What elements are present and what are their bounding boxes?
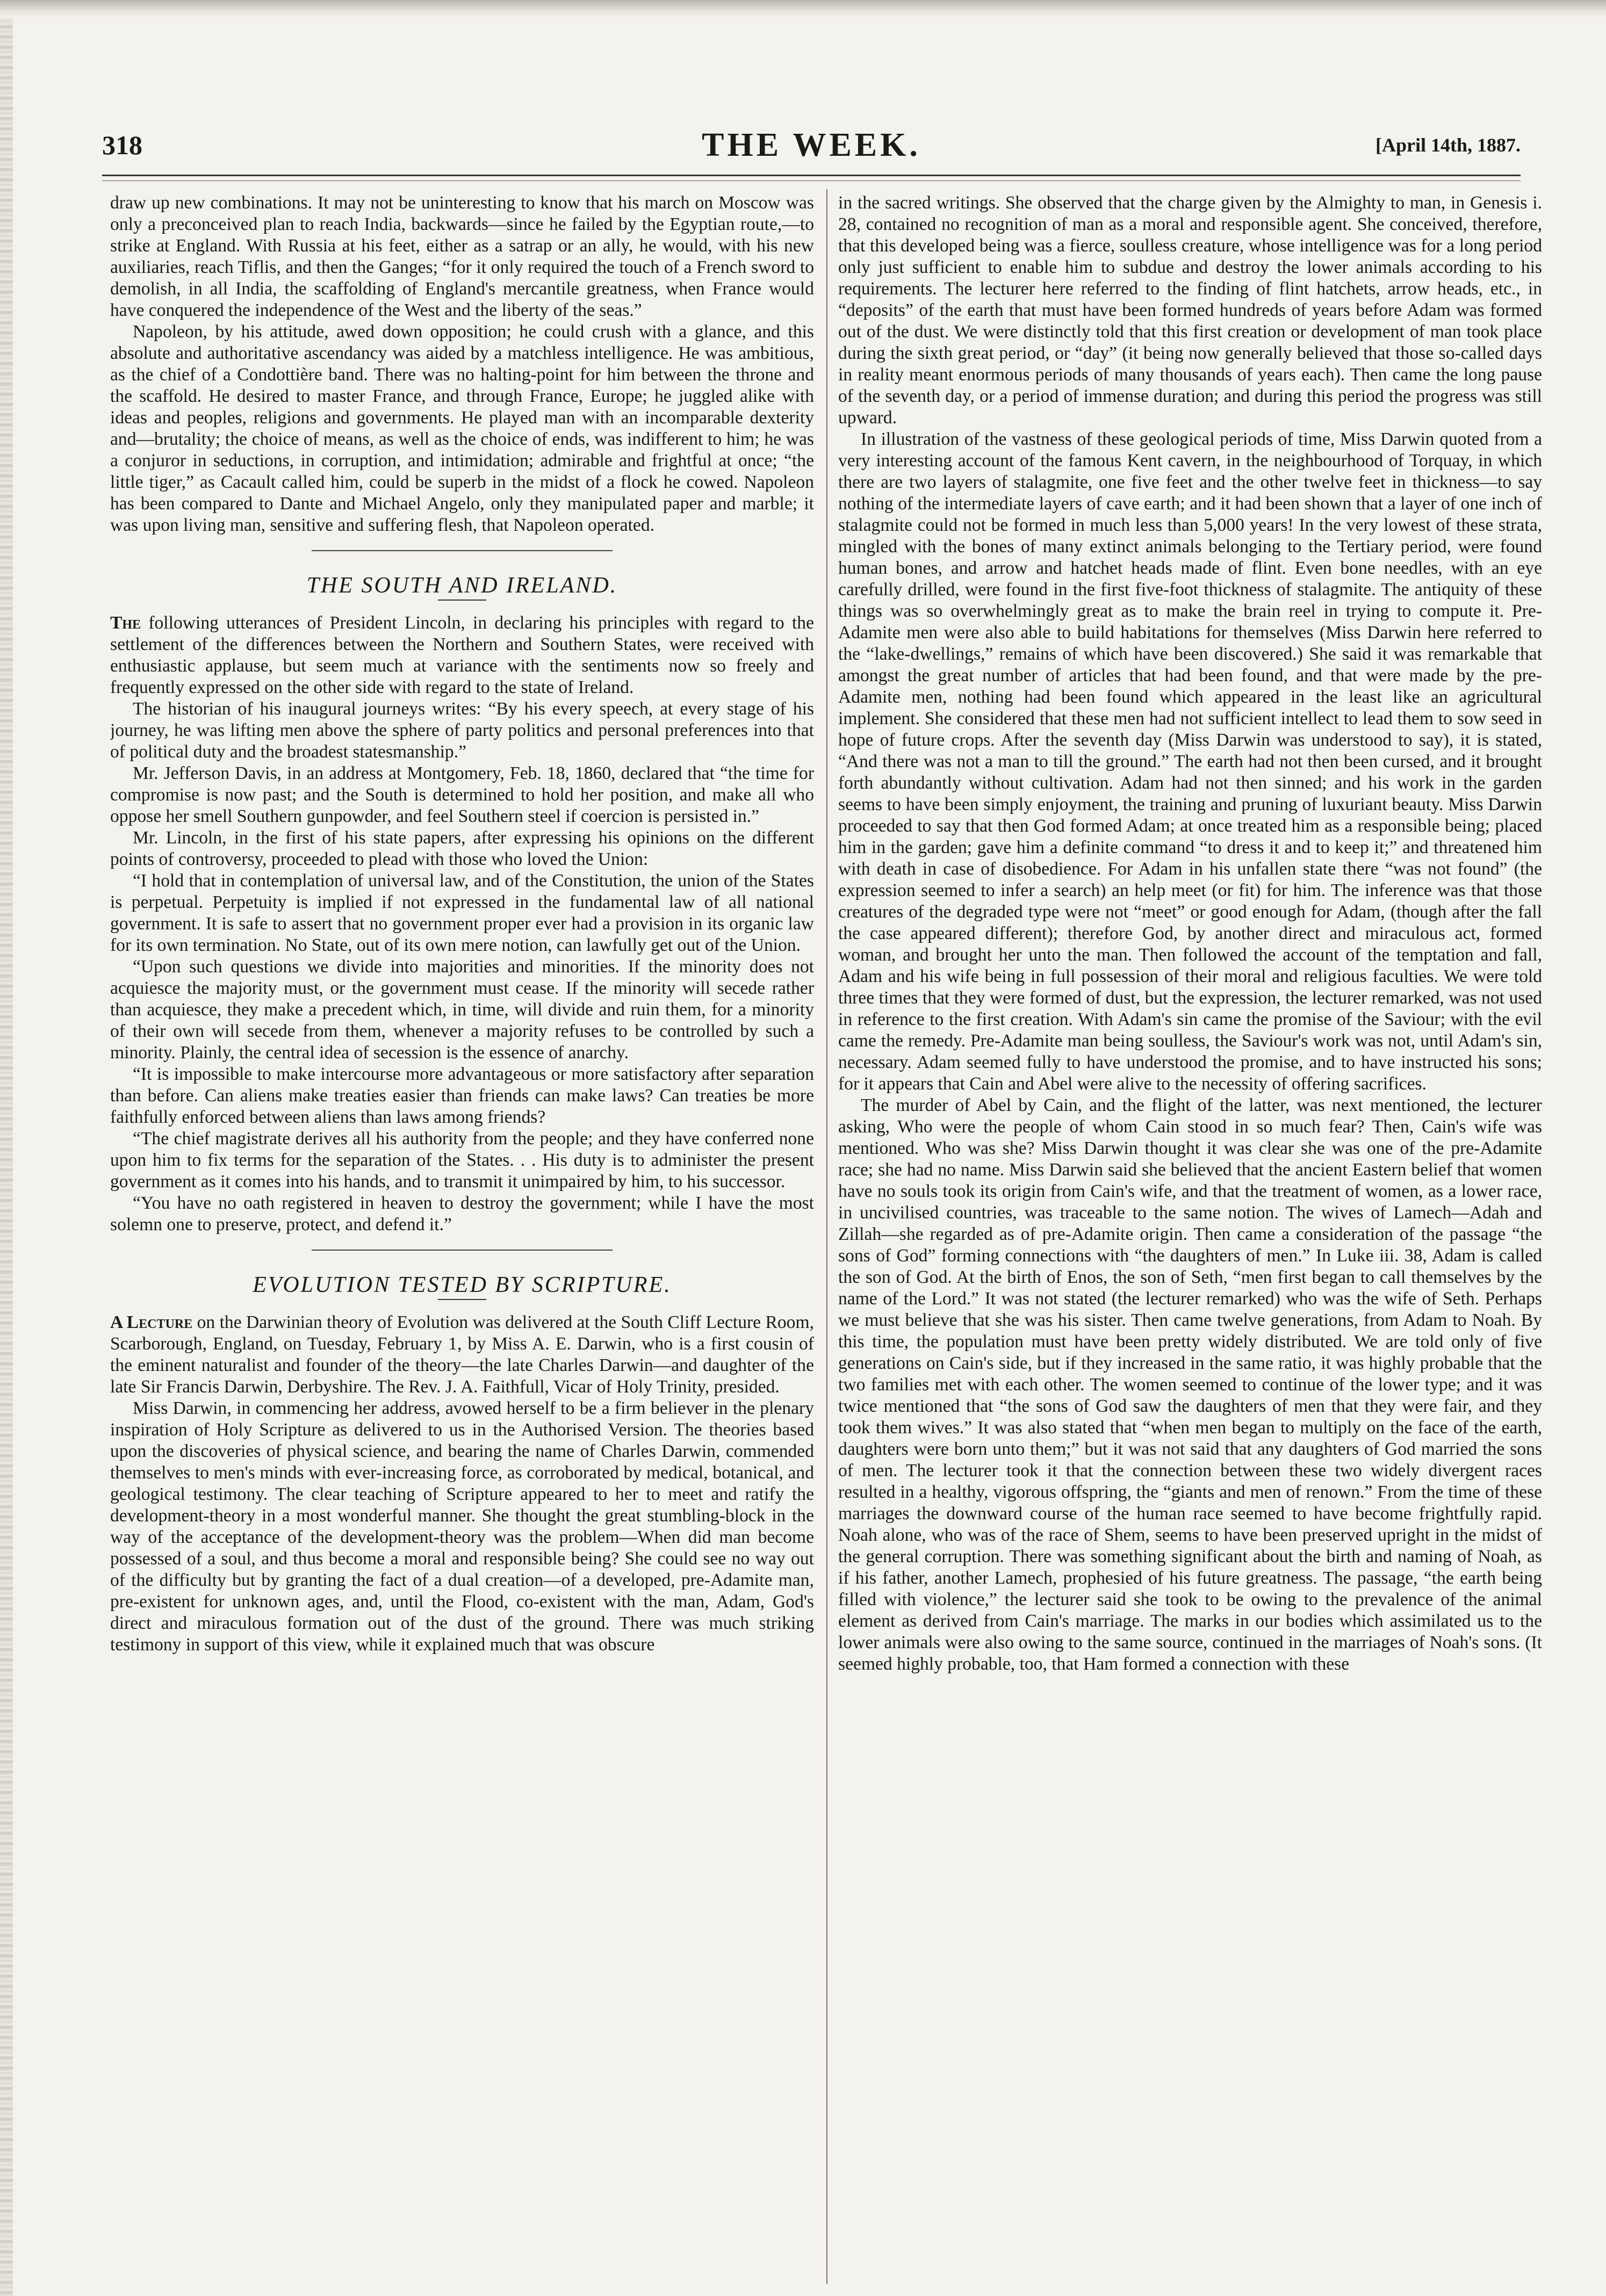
article-paragraph: The historian of his inaugural journeys writes: “By his every speech, at every stage of his journey, he was lifting men above the sphere of party politics and personal preferences into that of political duty and the broadest statesmanship.” [110, 699, 814, 762]
quote-paragraph: “You have no oath registered in heaven to destroy the government; while I have the most solemn one to preserve, protect, and defend it.” [110, 1193, 814, 1234]
column-divider [826, 189, 827, 2284]
article-paragraph: Napoleon, by his attitude, awed down opposition; he could crush with a glance, and this absolute and authoritative ascendancy was aided by a matchless intelligence. He was ambitious, as the chief of a Condottière band. There was no halting-point for him between the throne and the scaffold. He desired to master France, and through France, Europe; he juggled alike with ideas and peoples, religions and governments. He played man with an incomparable dexterity and—brutality; the choice of means, as well as the choice of ends, was indifferent to him; he was a conjuror in seductions, in corruption, and intimidation; admirable and frightful at once; “the little tiger,” as Cacault called him, could be superb in the midst of a flock he cowed. Napoleon has been compared to Dante and Michael Angelo, only they manipulated paper and marble; it was upon living man, sensitive and suffering flesh, that Napoleon operated. [110, 322, 814, 535]
article-paragraph: Mr. Lincoln, in the first of his state papers, after expressing his opinions on the different points of controversy, proceeded to plead with those who loved the Union: [110, 828, 814, 869]
article-paragraph [110, 1312, 814, 1398]
lead-word: A Lecture [110, 1312, 193, 1332]
page-scan-edge [0, 0, 13, 2296]
lead-paragraph-text: following utterances of President Lincoln, in declaring his principles with regard to the settlement of the differences between the Northern and Southern States, were received with enthusiastic applause, but seem much at variance with the sentiments now so freely and frequently expressed on the other side with regard to the state of Ireland. [110, 613, 814, 697]
quote-paragraph: “Upon such questions we divide into majorities and minorities. If the minority does not acquiesce the majority must, or the government must cease. If the minority will secede rather than acquiesce, they make a precedent which, in time, will divide and ruin them, for a minority of their own will secede from them, whenever a majority refuses to be controlled by such a minority. Plainly, the central idea of secession is the essence of anarchy. [110, 957, 814, 1063]
header-rule [102, 175, 1521, 176]
lead-paragraph-text: on the Darwinian theory of Evolution was delivered at the South Cliff Lecture Room, Scarborough, England, on Tuesday, February 1, by Miss A. E. Darwin, who is a first cousin of the eminent naturalist and founder of the theory—the late Charles Darwin—and daughter of the late Sir Francis Darwin, Derbyshire. The Rev. J. A. Faithfull, Vicar of Holy Trinity, presided. [110, 1312, 814, 1397]
lincoln-quote [110, 870, 814, 1236]
article-paragraph: in the sacred writings. She observed that the charge given by the Almighty to man, in Genesis i. 28, contained no recognition of man as a moral and responsible agent. She conceived, therefore, that this developed being was a fierce, soulless creature, whose intelligence was for a long period only just sufficient to enable him to subdue and destroy the lower animals according to his requirements. The lecturer here referred to the finding of flint hatchets, arrow heads, etc., in “deposits” of the earth that must have been formed hundreds of years before Adam was formed out of the dust. We were distinctly told that this first creation or development of man took place during the sixth great period, or “day” (it being now generally believed that those so-called days in reality meant enormous periods of many thousands of years each). Then came the long pause of the seventh day, or a period of immense duration; and during this period the progress was still upward. [838, 193, 1542, 428]
right-column [838, 192, 1542, 2277]
masthead-title: THE WEEK. [702, 126, 921, 163]
left-column [110, 192, 814, 2277]
article-paragraph: The murder of Abel by Cain, and the flight of the latter, was next mentioned, the lecturer asking, Who were the people of whom Cain stood in so much fear? Then, Cain's wife was mentioned. Who was she? Miss Darwin thought it was clear she was one of the pre-Adamite race; she had no name. Miss Darwin said she believed that the ancient Eastern belief that women have no souls took its origin from Cain's wife, and that the treatment of women, as a lower race, in uncivilised countries, was traceable to the same notion. The wives of Lamech—Adah and Zillah—she regarded as of pre-Adamite origin. Then came a consideration of the passage “the sons of God” forming connections with “the daughters of men.” In Luke iii. 38, Adam is called the son of God. At the birth of Enos, the son of Seth, “men first began to call themselves by the name of the Lord.” It was not stated (the lecturer remarked) who was the wife of Seth. Perhaps we must believe that she was his sister. Then came twelve generations, from Adam to Noah. By this time, the population must have been pretty widely distributed. We are told only of five generations on Cain's side, but if they increased in the same ratio, it was highly probable that the two families met with each other. The women seemed to continue of the lower type; and it was twice mentioned that “the sons of God saw the daughters of men that they were fair, and they took them wives.” It was also stated that “when men began to multiply on the face of the earth, daughters were born unto them;” but it was not said that any daughters of God married the sons of men. The lecturer took it that the connection between these two widely divergent races resulted in a healthy, vigorous offspring, the “giants and men of renown.” From the time of these marriages the downward course of the human race seemed to have become frightfully rapid. Noah alone, who was of the race of Shem, seems to have been preserved upright in the midst of the general corruption. There was something significant about the birth and naming of Noah, as if his father, another Lamech, prophesied of his future greatness. The passage, “the earth being filled with violence,” the lecturer said she took to be owing to the prevalence of the animal element as derived from Cain's marriage. The marks in our bodies which assimilated us to the lower animals were also owing to the same source, continued in the marriages of Noah's sons. (It seemed highly probable, too, that Ham formed a connection with these [838, 1095, 1542, 1674]
section-divider [312, 1250, 613, 1251]
quote-paragraph: “It is impossible to make intercourse more advantageous or more satisfactory after separation than before. Can aliens make treaties easier than friends can make laws? Can treaties be more faithfully enforced between aliens than laws among friends? [110, 1064, 814, 1127]
title-rule [438, 600, 486, 601]
section-title-evolution: EVOLUTION TESTED BY SCRIPTURE. [253, 1273, 672, 1297]
page-top-border [0, 0, 1606, 18]
page-number: 318 [102, 130, 142, 160]
quote-paragraph: “I hold that in contemplation of universal law, and of the Constitution, the union of the States is perpetual. Perpetuity is implied if not expressed in the fundamental law of all national government. It is safe to assert that no government proper ever had a provision in its organic law for its own termination. No State, out of its own mere notion, can lawfully get out of the Union. [110, 871, 814, 955]
section-divider [312, 550, 613, 551]
quote-paragraph: “The chief magistrate derives all his authority from the people; and they have conferred none upon him to fix terms for the separation of the States. . . His duty is to administer the present government as it comes into his hands, and to transmit it unimpaired by him, to his successor. [110, 1129, 814, 1192]
article-paragraph [110, 612, 814, 698]
article-paragraph: In illustration of the vastness of these geological periods of time, Miss Darwin quoted from a very interesting account of the famous Kent cavern, in the neighbourhood of Torquay, in which there are two layers of stalagmite, one five feet and the other twelve feet in thickness—to say nothing of the intermediate layers of cave earth; and it had been shown that a layer of one inch of stalagmite could not be formed in much less than 5,000 years! In the very lowest of these strata, mingled with the bones of many extinct animals belonging to the Tertiary period, were found human bones, and arrow and hatchet heads made of flint. Even bone needles, with an eye carefully drilled, were found in the first five-foot thickness of stalagmite. The antiquity of these things was so overwhelmingly great as to make the brain reel in trying to compute it. Pre-Adamite men were also able to build habitations for themselves (Miss Darwin here referred to the “lake-dwellings,” remains of which have been discovered.) She said it was remarkable that amongst the great number of articles that had been found, and that were made by the pre-Adamite men, nothing had been found which appeared in the least like an agricultural implement. She considered that these men had not sufficient intellect to lead them to sow seed in hope of future crops. After the seventh day (Miss Darwin was understood to say), it is stated, “And there was not a man to till the ground.” The earth had not then been cursed, and it brought forth abundantly without cultivation. Adam had not then sinned; and his work in the garden seems to have been simply enjoyment, the training and pruning of luxuriant beauty. Miss Darwin proceeded to say that then God formed Adam; at once treated him as a responsible being; placed him in the garden; gave him a definite command “to dress it and to keep it;” and threatened him with death in case of disobedience. For Adam in his unfallen state there “was not found” (the expression seemed to infer a search) an help meet (or fit) for him. The inference was that those creatures of the degraded type were not “meet” or good enough for Adam, (though after the fall the case appeared different); therefore God, by another direct and miraculous act, formed woman, and brought her unto the man. Then followed the account of the temptation and fall, Adam and his wife being in full possession of their moral and religious faculties. We were told three times that they were formed of dust, but the expression, the lecturer remarked, was not used in reference to the first creation. With Adam's sin came the promise of the Saviour; with the evil came the remedy. Pre-Adamite man being soulless, the Saviour's work was not, until Adam's sin, necessary. Adam seemed fully to have understood the promise, and to have instructed his sons; for it appears that Cain and Abel were alive to the necessity of offering sacrifices. [838, 429, 1542, 1094]
lead-word: The [110, 613, 141, 633]
article-paragraph: draw up new combinations. It may not be uninteresting to know that his march on Moscow was only a preconceived plan to reach India, backwards—since he failed by the Egyptian route,—to strike at England. With Russia at his feet, either as a satrap or an ally, he would, with his new auxiliaries, reach Tiflis, and then the Ganges; “for it only required the touch of a French sword to demolish, in all India, the scaffolding of England's mercantile greatness, when France would have conquered the independence of the West and the liberty of the seas.” [110, 193, 814, 320]
article-paragraph: Mr. Jefferson Davis, in an address at Montgomery, Feb. 18, 1860, declared that “the time for compromise is now past; and the South is determined to hold her position, and make all who oppose her smell Southern gunpowder, and feel Southern steel if coercion is persisted in.” [110, 763, 814, 826]
section-title-south-ireland: THE SOUTH AND IRELAND. [306, 573, 618, 598]
title-rule [438, 1299, 486, 1300]
article-paragraph: Miss Darwin, in commencing her address, avowed herself to be a firm believer in the plenary inspiration of Holy Scripture as delivered to us in the Authorised Version. The theories based upon the discoveries of physical science, and bearing the name of Charles Darwin, commended themselves to men's minds with ever-increasing force, as corroborated by medical, botanical, and geological testimony. The clear teaching of Scripture appeared to her to meet and ratify the development-theory in a most wonderful manner. She thought the great stumbling-block in the way of the acceptance of the development-theory was the problem—When did man become possessed of a soul, and thus become a moral and responsible being? She could see no way out of the difficulty but by granting the fact of a dual creation—of a developed, pre-Adamite man, pre-existent for unknown ages, and, until the Flood, co-existent with the man, Adam, God's direct and miraculous formation out of the dust of the ground. There was much striking testimony in support of this view, while it explained much that was obscure [110, 1398, 814, 1655]
page-header [102, 124, 1521, 167]
issue-date: [April 14th, 1887. [1375, 134, 1521, 156]
header-rule-thin [102, 180, 1521, 181]
